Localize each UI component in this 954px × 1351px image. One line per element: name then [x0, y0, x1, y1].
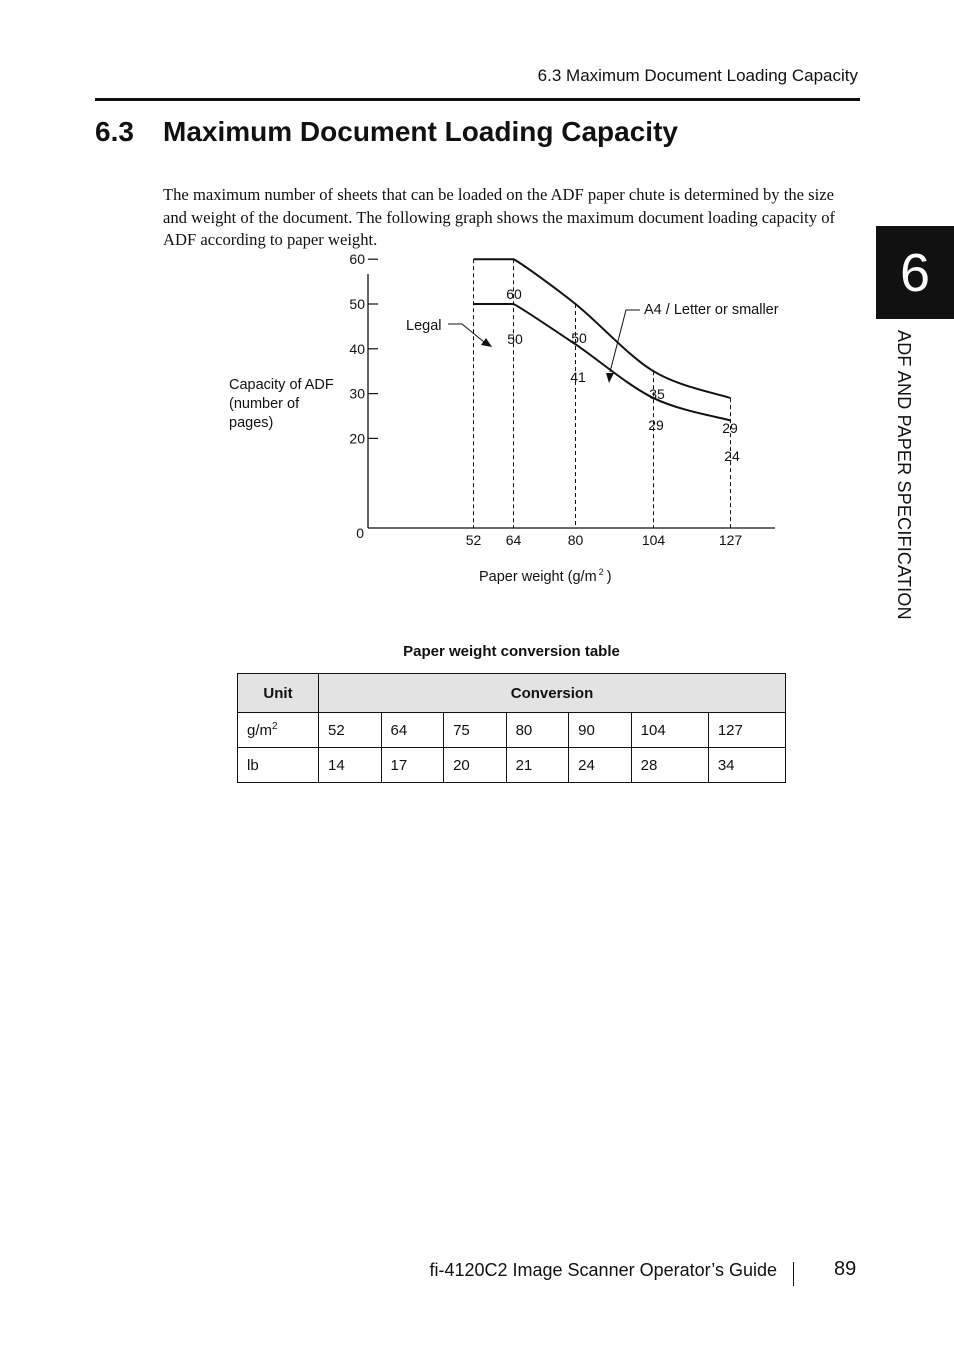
data-label: 50: [571, 330, 587, 346]
unit-header: Unit: [238, 674, 319, 713]
table-title: Paper weight conversion table: [403, 643, 620, 660]
running-header: 6.3 Maximum Document Loading Capacity: [537, 66, 858, 85]
legend-label: Legal: [406, 318, 442, 334]
x-tick-label: 64: [505, 532, 522, 548]
chart-lines: [448, 259, 731, 420]
data-label: 29: [648, 417, 664, 433]
series-line: [474, 259, 731, 398]
x-tick-label: 80: [567, 532, 584, 548]
y-tick-label: 60: [349, 251, 365, 268]
value-cell: 14: [319, 748, 382, 783]
conversion-table: [237, 673, 786, 783]
y-axis-label: (number of: [229, 396, 300, 412]
data-label: 29: [722, 420, 738, 436]
value-cell: 20: [444, 748, 507, 783]
y-origin-label: 0: [356, 525, 364, 541]
x-tick-label: 52: [465, 532, 482, 548]
value-cell: 90: [569, 713, 632, 748]
data-label: 35: [649, 386, 665, 402]
x-tick-label: 104: [641, 532, 666, 548]
value-cell: 75: [444, 713, 507, 748]
value-cell: 104: [631, 713, 708, 748]
table-header-row: [238, 674, 786, 713]
value-cell: 52: [319, 713, 382, 748]
unit-cell: lb: [238, 748, 319, 783]
value-cell: 28: [631, 748, 708, 783]
chapter-name: ADF AND PAPER SPECIFICATION: [894, 330, 914, 620]
footer-guide-title: fi-4120C2 Image Scanner Operator’s Guide: [429, 1260, 777, 1280]
y-axis-label: Capacity of ADF: [229, 377, 334, 393]
x-tick-label: 127: [718, 532, 743, 548]
section-number: 6.3: [95, 116, 134, 147]
data-label: 24: [724, 448, 740, 464]
value-cell: 34: [708, 748, 785, 783]
value-cell: 21: [506, 748, 569, 783]
table-row: [238, 713, 786, 748]
unit-cell: $g/m^2$: [238, 713, 319, 748]
legend-arrowhead: [606, 373, 614, 383]
value-cell: 80: [506, 713, 569, 748]
y-axis-label: pages): [229, 415, 274, 431]
value-cell: 127: [708, 713, 785, 748]
footer-divider: [793, 1262, 794, 1286]
capacity-chart: [0, 0, 954, 640]
value-cell: 64: [381, 713, 444, 748]
y-tick-label: 50: [349, 296, 365, 312]
data-label: 50: [507, 331, 523, 347]
data-label: 60: [506, 286, 522, 302]
intro-paragraph: The maximum number of sheets that can be loaded on the ADF paper chute is determined by the size and weight of the document. The following graph shows the maximum document loading capacity of ADF according to paper weight.: [163, 185, 836, 249]
legend-arrowhead: [481, 338, 492, 347]
value-cell: 24: [569, 748, 632, 783]
legend-leader: [610, 310, 640, 372]
legend-leader: [448, 324, 484, 342]
section-title-text: Maximum Document Loading Capacity: [163, 116, 678, 147]
y-tick-label: 20: [349, 430, 365, 447]
chapter-number: 6: [899, 242, 931, 303]
table-row: [238, 748, 786, 783]
chart-texts: [229, 251, 779, 585]
y-tick-label: 30: [349, 385, 365, 402]
x-axis-label: Paper weight (g/m $^2$ ): [479, 567, 612, 585]
page-number: 89: [834, 1258, 857, 1280]
legend-label: A4 / Letter or smaller: [644, 302, 779, 318]
series-line: [474, 304, 731, 420]
data-label: 41: [570, 369, 586, 385]
conversion-header: Conversion: [319, 674, 786, 713]
y-tick-label: 40: [349, 340, 365, 357]
value-cell: 17: [381, 748, 444, 783]
